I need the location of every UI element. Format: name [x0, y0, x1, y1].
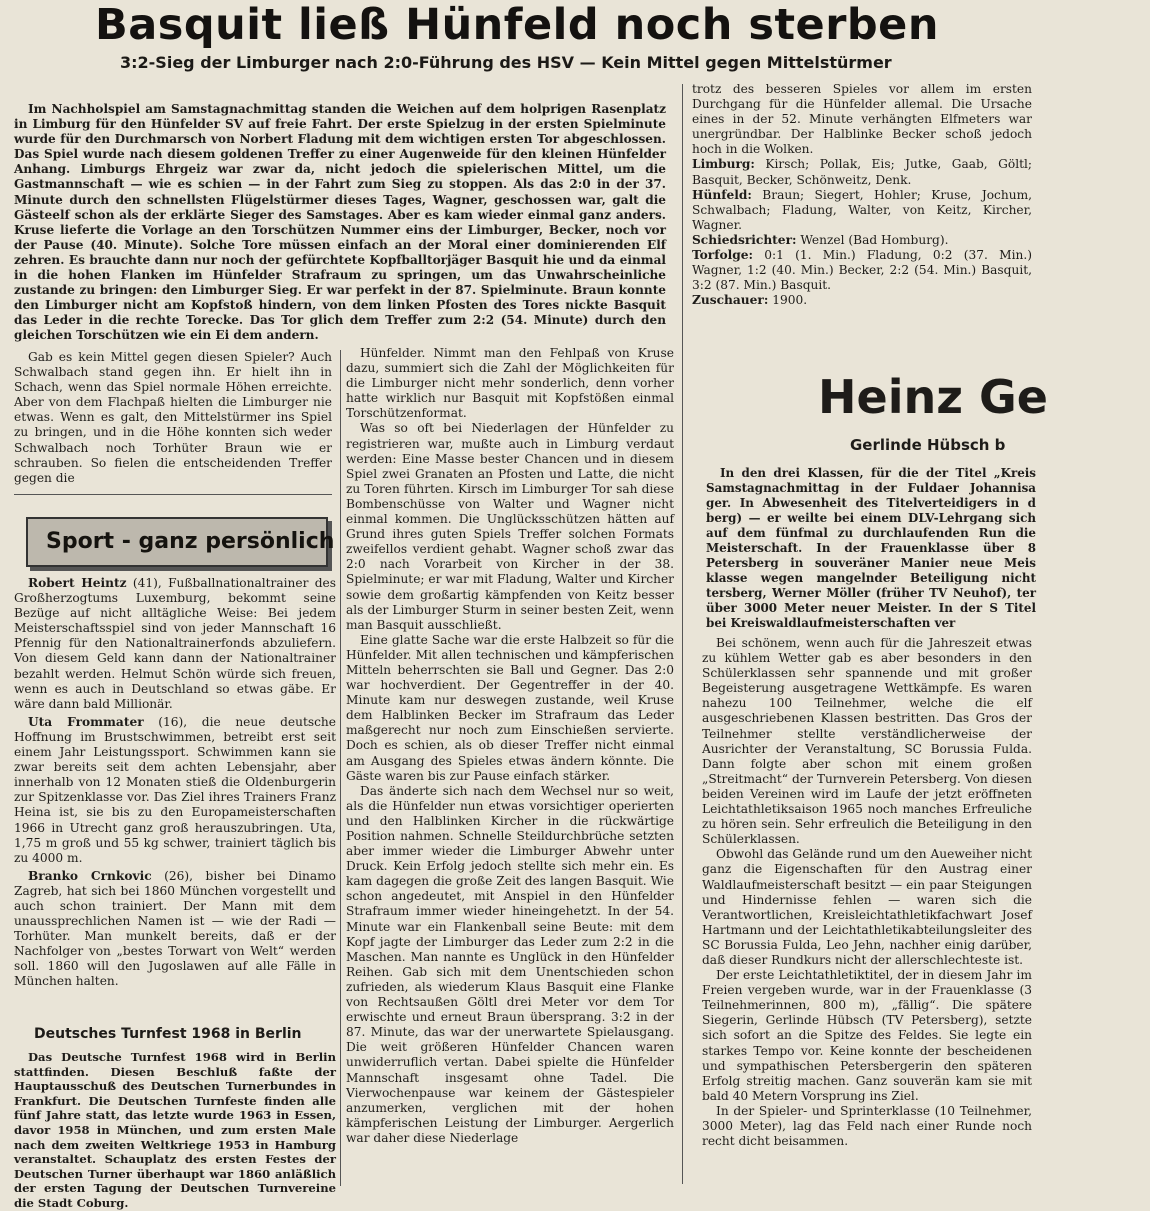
waldlauf-paragraph: In der Spieler- und Sprinterklasse (10 Teilnehmer, 3000 Meter), lag das Feld nach einer Runde noch recht dicht beisammen.: [702, 1103, 1032, 1149]
article-lead: [14, 102, 666, 348]
sport-item-text: (16), die neue deutsche Hoffnung im Brustschwimmen, betreibt erst seit einem Jahr Leistungssport. Schwimmen kann sie zwar bereits seit dem achten Lebensjahr, aber innerhalb von 12 Monaten stieß die Oldenburgerin zur Spitzenklasse vor. Das Ziel ihres Trainers Franz Heina ist, sie bis zu den Europameisterschaften 1966 in Utrecht ganz groß herauszubringen. Uta, 1,75 m groß und 55 kg schwer, trainiert täglich bis zu 4000 m.: [14, 714, 336, 865]
heinz-headline: Heinz Ge: [818, 370, 1048, 424]
waldlauf-paragraph: Der erste Leichtathletiktitel, der in diesem Jahr im Freien vergeben wurde, war in der Frauenklasse (3 Teilnehmerinnen, 800 m), „fällig“. Die spätere Siegerin, Gerlinde Hübsch (TV Petersberg), setzte sich sofort an die Spitze des Feldes. Sie legte ein starkes Tempo vor. Keine konnte der bescheidenen und sympathischen Petersbergerin den späteren Erfolg streitig machen. Ganz souverän kam sie mit bald 40 Metern Vorsprung ins Ziel.: [702, 968, 1032, 1103]
col3-paragraph: trotz des besseren Spieles vor allem im ersten Durchgang für die Hünfelder allemal. Die Ursache eines in der 52. Minute verhängten Elfmeters war unergründbar. Der Halblinke Becker schoß jedoch hoch in die Wolken.: [692, 82, 1032, 157]
lineup-label: Schiedsrichter:: [692, 232, 797, 247]
waldlauf-paragraph: Bei schönem, wenn auch für die Jahreszeit etwas zu kühlem Wetter gab es aber besonders in den Schülerklassen sehr spannende und mit großer Begeisterung ausgetragene Wettkämpfe. Es waren nahezu 100 Teilnehmer, welche die elf ausgeschriebenen Klassen bestritten. Das Gros der Teilnehmer stellte verständlicherweise der Ausrichter der Veranstaltung, SC Borussia Fulda. Dann folgte aber schon mit einem großen „Streitmacht“ der Turnverein Petersberg. Von diesen beiden Vereinen wird im Laufe der jetzt eröffneten Leichtathletiksaison 1965 noch manches Erfreuliche zu hören sein. Sehr erfreulich die Beteiligung in den Schülerklassen.: [702, 636, 1032, 847]
lineup-value: 0:1 (1. Min.) Fladung, 0:2 (37. Min.) Wagner, 1:2 (40. Min.) Becker, 2:2 (54. Min.) Basquit, 3:2 (87. Min.) Basquit.: [692, 248, 1032, 293]
article-column-3: [692, 82, 1032, 352]
subheadline: 3:2-Sieg der Limburger nach 2:0-Führung des HSV — Kein Mittel gegen Mittelstürmer: [120, 53, 892, 72]
sport-item: [14, 715, 336, 866]
lead-paragraph: Im Nachholspiel am Samstagnachmittag standen die Weichen auf dem holprigen Rasenplatz in Limburg für den Hünfelder SV auf freie Fahrt. Der erste Spielzug in der ersten Spielminute wurde für den Durchmarsch von Norbert Fladung mit dem wichtigen ersten Tor abgeschlossen. Das Spiel wurde nach diesem goldenen Treffer zu einer Augenweide für den kleinen Hünfelder Anhang. Limburgs Ehrgeiz war zwar da, nicht jedoch die spielerischen Mittel, um die Gastmannschaft — wie es schien — in der Fahrt zum Sieg zu stoppen. Als das 2:0 in der 37. Minute durch den schnellsten Flügelstürmer dieses Tages, Wagner, geschossen war, galt die Gästeelf schon als der erklärte Sieger des Samstages. Aber es kam wieder einmal ganz anders. Kruse lieferte die Vorlage an den Torschützen Nummer eins der Limburger, Becker, noch vor der Pause (40. Minute). Solche Tore müssen einfach an der Moral einer dominierenden Elf zehren. Es brauchte dann nur noch der gefürchtete Kopfballtorjäger Basquit hie und da einmal in die hohen Flanken im Hünfelder Strafraum zu springen, um das Unwahrscheinliche zustande zu bringen: den Limburger Sieg. Er war perfekt in der 87. Spielminute. Braun konnte den Limburger nicht am Kopfstoß hindern, von dem linken Pfosten des Tores nickte Basquit das Leder in die rechte Torecke. Das Tor glich dem Treffer zum 2:2 (54. Minute) durch den gleichen Torschützen wie ein Ei dem andern.: [14, 102, 666, 343]
turnfest-headline: Deutsches Turnfest 1968 in Berlin: [34, 1026, 302, 1042]
gerlinde-subheadline: Gerlinde Hübsch b: [850, 436, 1006, 454]
lineup-referee: [692, 233, 1032, 248]
lineup-label: Hünfeld:: [692, 187, 752, 202]
waldlauf-lead: [706, 466, 1036, 630]
lineup-label: Limburg:: [692, 157, 755, 172]
lineup-label: Zuschauer:: [692, 293, 769, 308]
sport-personal-column: [14, 576, 336, 1034]
sport-item-name: Uta Frommater: [28, 714, 144, 729]
lineup-goals: [692, 248, 1032, 293]
sport-box-title: Sport - ganz persönlich: [26, 517, 328, 567]
lineup-value: 1900.: [772, 293, 808, 308]
lineup-limburg: [692, 157, 1032, 187]
lineup-spectators: [692, 293, 1032, 308]
lineup-value: Braun; Siegert, Hohler; Kruse, Jochum, Schwalbach; Fladung, Walter, von Keitz, Kircher, Wagner.: [692, 187, 1032, 232]
lineup-huenfeld: [692, 188, 1032, 233]
column-rule-2: [682, 84, 683, 1184]
sport-item: [14, 869, 336, 990]
headline: Basquit ließ Hünfeld noch sterben: [95, 0, 939, 50]
waldlauf-lead-paragraph: In den drei Klassen, für die der Titel „Kreis Samstagnachmittag in der Fuldaer Johannisa ger. In Abwesenheit des Titelverteidigers in d berg) — er weilte bei einem DLV-Lehrgang sich auf dem fünfmal zu durchlaufenden Run die Meisterschaft. In der Frauenklasse über 8 Petersberg in souveräner Manier neue Meis klasse wegen mangelnder Beteiligung nicht tersberg, Werner Möller (früher TV Neuhof), ter über 3000 Meter neuer Meister. In der S Titel bei Kreiswaldlaufmeisterschaften ver: [706, 466, 1036, 630]
lineup-value: Wenzel (Bad Homburg).: [800, 232, 949, 247]
sport-item-name: Branko Crnkovic: [28, 868, 152, 883]
column-rule-1: [340, 350, 341, 1186]
turnfest-article: [14, 1050, 336, 1210]
sport-item: [14, 576, 336, 712]
col2-paragraph: Was so oft bei Niederlagen der Hünfelder zu registrieren war, mußte auch in Limburg verdaut werden: Eine Masse bester Chancen und in diesem Spiel zwei Granaten an Pfosten und Latte, die nicht zu Toren führten. Kirsch im Limburger Tor sah diese Bombenschüsse von Walter und Wagner nicht einmal kommen. Die Unglücksschützen hätten auf Grund ihres guten Spiels Treffer solchen Formats zweifellos verdient gehabt. Wagner schoß zwar das 2:0 nach Vorarbeit von Kircher in der 38. Spielminute; er war mit Fladung, Walter und Kircher sowie dem großartig kämpfenden von Keitz besser als der Limburger Sturm in seiner besten Zeit, wenn man Basquit ausschließt.: [346, 421, 674, 632]
turnfest-paragraph: Das Deutsche Turnfest 1968 wird in Berlin stattfinden. Diesen Beschluß faßte der Hauptausschuß des Deutschen Turnerbundes in Frankfurt. Die Deutschen Turnfeste finden alle fünf Jahre statt, das letzte wurde 1963 in Essen, davor 1958 in München, und zum ersten Male nach dem zweiten Weltkriege 1953 in Hamburg veranstaltet. Schauplatz des ersten Festes der Deutschen Turner überhaupt war 1860 anläßlich der ersten Tagung der Deutschen Turnvereine die Stadt Coburg.: [14, 1050, 336, 1210]
sport-item-name: Robert Heintz: [28, 576, 127, 590]
article-column-1: [14, 350, 332, 490]
section-rule: [14, 494, 332, 495]
waldlauf-paragraph: Obwohl das Gelände rund um den Aueweiher nicht ganz die Eigenschaften für den Austrag einer Waldlaufmeisterschaft besitzt — ein paar Steigungen und Hindernisse fehlen — waren sich die Verantwortlichen, Kreisleichtathletikfachwart Josef Hartmann und der Leichtathletikabteilungsleiter des SC Borussia Fulda, Leo Jehn, nachher einig darüber, daß dieser Rundkurs nicht der allerschlechteste ist.: [702, 847, 1032, 967]
col2-paragraph: Eine glatte Sache war die erste Halbzeit so für die Hünfelder. Mit allen technischen und kämpferischen Mitteln beherrschten sie Ball und Gegner. Das 2:0 war hochverdient. Der Gegentreffer in der 40. Minute kam nur deswegen zustande, weil Kruse dem Halblinken Becker im Strafraum das Leder maßgerecht nur noch zum Einschießen servierte. Doch es schien, als ob dieser Treffer nicht einmal am Ausgang des Spieles etwas ändern könnte. Die Gäste waren bis zur Pause einfach stärker.: [346, 632, 674, 783]
sport-item-text: (41), Fußballnationaltrainer des Großherzogtums Luxemburg, bekommt seine Bezüge auf nicht alltägliche Weise: Bei jedem Meisterschaftsspiel sind von jeder Mannschaft 16 Pfennig für den Nationaltrainerfonds abzuliefern. Von diesem Geld kann dann der Nationaltrainer bezahlt werden. Helmut Schön würde sich freuen, wenn es auch in Deutschland so etwas gäbe. Er wäre dann bald Millionär.: [14, 576, 336, 711]
sport-item-text: (26), bisher bei Dinamo Zagreb, hat sich bei 1860 München vorgestellt und auch schon trainiert. Der Mann mit dem unaussprechlichen Namen ist — wie der Radi — Torhüter. Man munkelt bereits, daß er der Nachfolger von „bestes Torwart von Welt“ werden soll. 1860 will den Jugoslawen auf alle Fälle in München halten.: [14, 868, 336, 989]
waldlauf-article: [702, 636, 1032, 1188]
col2-paragraph: Hünfelder. Nimmt man den Fehlpaß von Kruse dazu, summiert sich die Zahl der Möglichkeiten für die Limburger nicht mehr sonderlich, denn vorher hatte wirklich nur Basquit mit Kopfstößen einmal Torschützenformat.: [346, 346, 674, 421]
lineup-label: Torfolge:: [692, 248, 753, 263]
article-column-2: [346, 346, 674, 1188]
col1-paragraph: Gab es kein Mittel gegen diesen Spieler? Auch Schwalbach stand gegen ihn. Er hielt ihn in Schach, wenn das Spiel normale Höhen erreichte. Aber von dem Flachpaß hielten die Limburger nie etwas. Wenn es galt, den Mittelstürmer ins Spiel zu bringen, und in die Höhe konnten sich weder Schwalbach noch Torhüter Braun wie er schrauben. So fielen die entscheidenden Treffer gegen die: [14, 350, 332, 485]
lineup-value: Kirsch; Pollak, Eis; Jutke, Gaab, Göltl; Basquit, Becker, Schönweitz, Denk.: [692, 157, 1032, 187]
col2-paragraph: Das änderte sich nach dem Wechsel nur so weit, als die Hünfelder nun etwas vorsichtiger operierten und den Halblinken Kircher in die rückwärtige Position nahmen. Schnelle Steildurchbrüche setzten aber immer wieder die Limburger Abwehr unter Druck. Kein Erfolg jedoch stellte sich mehr ein. Es kam dagegen die große Zeit des langen Basquit. Wie schon angedeutet, mit Anspiel in den Hünfelder Strafraum immer wieder hineingehetzt. In der 54. Minute war ein Flankenball seine Beute: mit dem Kopf jagte der Limburger das Leder zum 2:2 in die Maschen. Man nannte es Unglück in den Hünfelder Reihen. Gab sich mit dem Unentschieden schon zufrieden, als wiederum Klaus Basquit eine Flanke von Rechtsaußen Göltl drei Meter vor dem Tor erwischte und erneut Braun übersprang. 3:2 in der 87. Minute, das war der unerwartete Spielausgang. Die weit größeren Hünfelder Chancen waren unwiderruflich vertan. Dabei spielte die Hünfelder Mannschaft insgesamt ohne Tadel. Die Vierwochenpause war keinem der Gästespieler anzumerken, verglichen mit der hohen kämpferischen Leistung der Limburger. Aergerlich war daher diese Niederlage: [346, 783, 674, 1145]
